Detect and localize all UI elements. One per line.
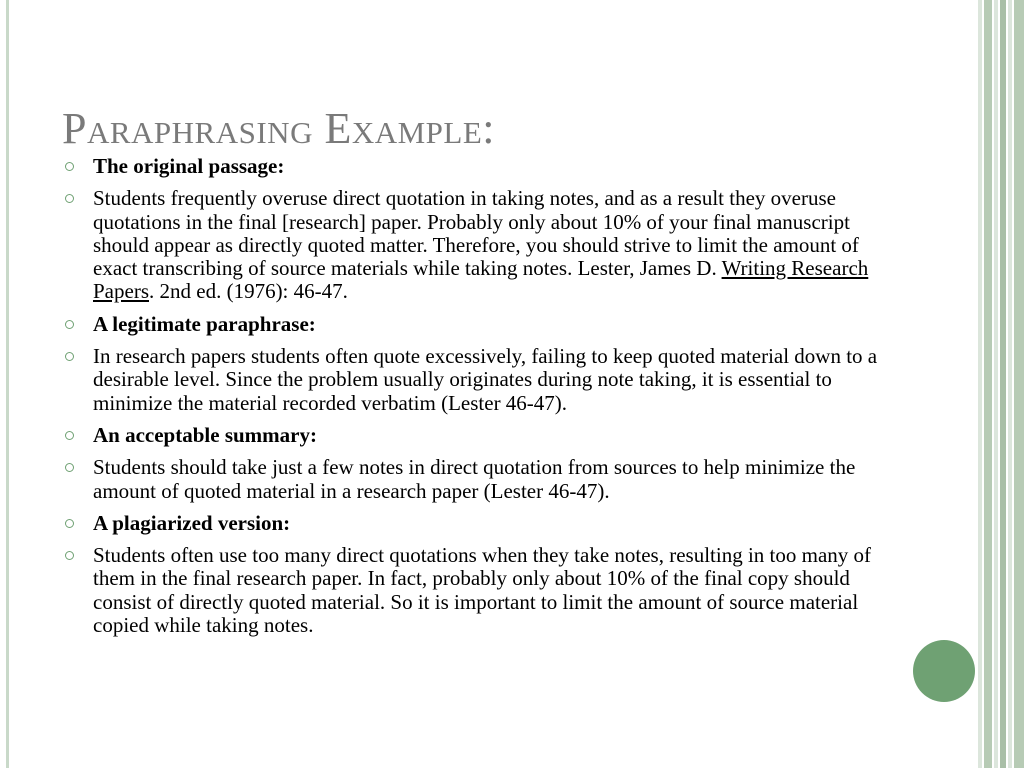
body-text: Students frequently overuse direct quotation in taking notes, and as a result they overuse quotations in the final [research] paper. Probably only about 10% of your final manuscript should appear as directly quoted matter. Therefore, you should strive to limit the amount of exact transcribing of source materials while taking notes. Lester, James D. xyxy=(93,186,859,281)
bullet-icon xyxy=(65,194,74,203)
bullet-body xyxy=(62,456,882,503)
right-decorative-stripe xyxy=(978,0,982,768)
bullet-body xyxy=(62,345,882,415)
bullet-icon xyxy=(65,519,74,528)
bullet-heading xyxy=(62,313,882,336)
body-text: Students often use too many direct quotations when they take notes, resulting in too many of them in the final research paper. In fact, probably only about 10% of the final copy should consist of directly quoted material. So it is important to limit the amount of source material copied while taking notes. xyxy=(93,543,872,638)
body-text: In research papers students often quote excessively, failing to keep quoted material down to a desirable level. Since the problem usually originates during note taking, it is essential to minimize the material recorded verbatim (Lester 46-47). xyxy=(93,344,878,415)
green-circle-decoration xyxy=(913,640,975,702)
right-decorative-stripe xyxy=(1000,0,1006,768)
bullet-heading xyxy=(62,512,882,535)
right-decorative-stripe xyxy=(1008,0,1012,768)
body-text: Students should take just a few notes in direct quotation from sources to help minimize the amount of quoted material in a research paper (Lester 46-47). xyxy=(93,455,856,503)
right-decorative-stripe xyxy=(984,0,992,768)
heading-text: An acceptable summary: xyxy=(93,422,317,447)
bullet-icon xyxy=(65,320,74,329)
bullet-icon xyxy=(65,551,74,560)
left-border-line xyxy=(6,0,9,768)
bullet-list xyxy=(62,155,882,646)
citation-text: . 2nd ed. (1976): 46-47. xyxy=(149,279,348,304)
heading-text: A plagiarized version: xyxy=(93,510,291,535)
source-title: Writing Research Papers xyxy=(93,256,869,304)
bullet-icon xyxy=(65,463,74,472)
heading-text: A legitimate paraphrase: xyxy=(93,311,316,336)
slide-title: Paraphrasing Example: xyxy=(62,104,496,153)
right-decorative-stripe xyxy=(1014,0,1024,768)
bullet-body xyxy=(62,187,882,303)
bullet-heading xyxy=(62,424,882,447)
bullet-icon xyxy=(65,431,74,440)
bullet-body xyxy=(62,544,882,637)
heading-text: The original passage: xyxy=(93,154,285,178)
bullet-icon xyxy=(65,352,74,361)
right-decorative-stripe xyxy=(994,0,998,768)
bullet-icon xyxy=(65,162,74,171)
bullet-heading xyxy=(62,155,882,178)
